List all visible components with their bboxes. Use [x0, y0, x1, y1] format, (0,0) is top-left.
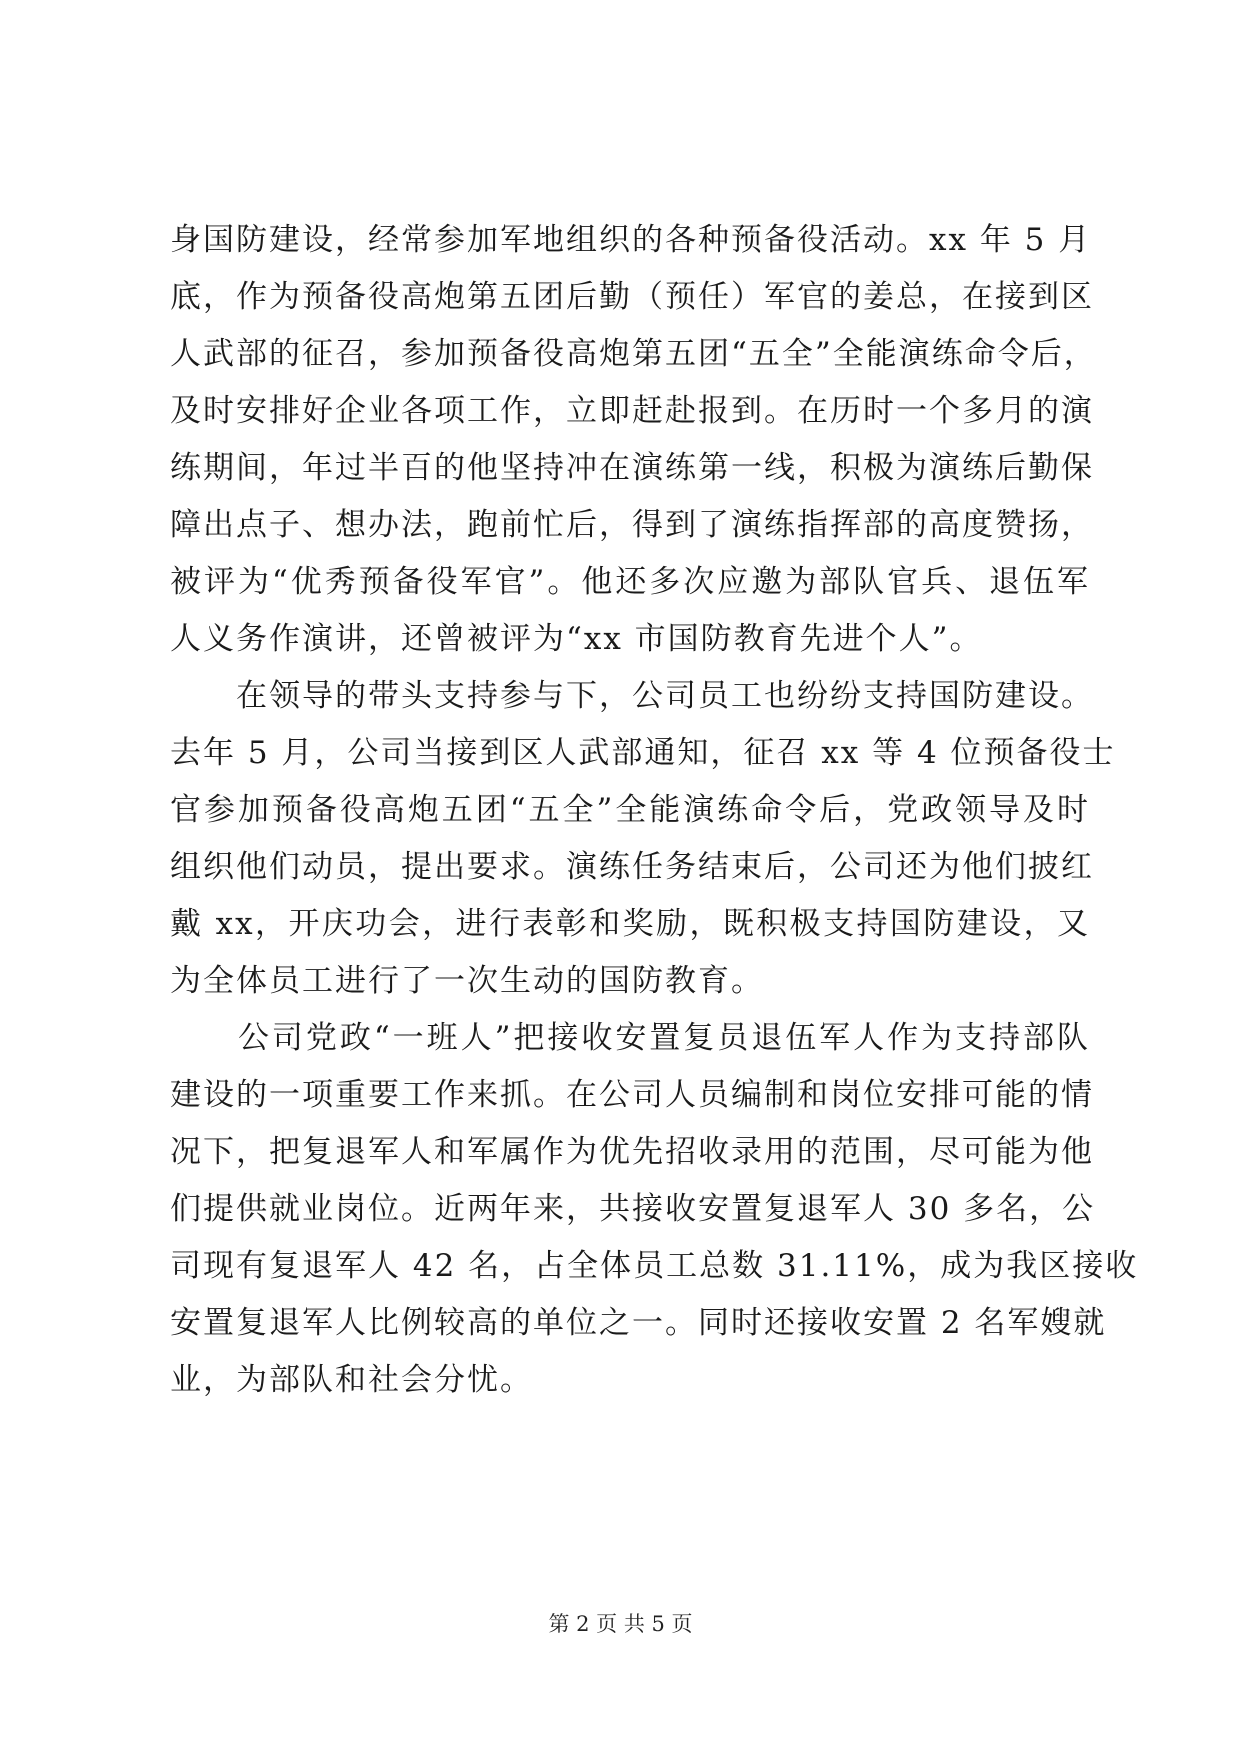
- body-text-line: 人武部的征召，参加预备役高炮第五团“五全”全能演练命令后，: [170, 336, 1097, 372]
- body-text-line: 及时安排好企业各项工作，立即赶赴报到。在历时一个多月的演: [170, 393, 1094, 429]
- body-text-line: 障出点子、想办法，跑前忙后，得到了演练指挥部的高度赞扬，: [170, 507, 1094, 543]
- body-text-line: 戴 xx，开庆功会，进行表彰和奖励，既积极支持国防建设，又: [170, 906, 1090, 942]
- body-text-line: 况下，把复退军人和军属作为优先招收录用的范围，尽可能为他: [170, 1134, 1094, 1170]
- body-text-line: 公司党政“一班人”把接收安置复员退伍军人作为支持部队: [170, 1020, 1090, 1056]
- body-text-line: 业，为部队和社会分忧。: [170, 1362, 533, 1398]
- body-text-line: 司现有复退军人 42 名，占全体员工总数 31.11%，成为我区接收: [170, 1248, 1139, 1284]
- body-text-line: 去年 5 月，公司当接到区人武部通知，征召 xx 等 4 位预备役士: [170, 735, 1116, 771]
- body-text-line: 练期间，年过半百的他坚持冲在演练第一线，积极为演练后勤保: [170, 450, 1094, 486]
- body-text-line: 安置复退军人比例较高的单位之一。同时还接收安置 2 名军嫂就: [170, 1305, 1107, 1341]
- body-text-line: 被评为“优秀预备役军官”。他还多次应邀为部队官兵、退伍军: [170, 564, 1090, 600]
- body-text-line: 官参加预备役高炮五团“五全”全能演练命令后，党政领导及时: [170, 792, 1090, 828]
- body-text-line: 组织他们动员，提出要求。演练任务结束后，公司还为他们披红: [170, 849, 1094, 885]
- body-text-line: 在领导的带头支持参与下，公司员工也纷纷支持国防建设。: [170, 678, 1094, 714]
- body-text-line: 建设的一项重要工作来抓。在公司人员编制和岗位安排可能的情: [170, 1077, 1094, 1113]
- body-text-line: 人义务作演讲，还曾被评为“xx 市国防教育先进个人”。: [170, 621, 983, 657]
- body-text-line: 身国防建设，经常参加军地组织的各种预备役活动。xx 年 5 月: [170, 222, 1092, 258]
- body-text-line: 为全体员工进行了一次生动的国防教育。: [170, 963, 764, 999]
- body-text-line: 底，作为预备役高炮第五团后勤（预任）军官的姜总，在接到区: [170, 279, 1094, 315]
- page-number-footer: 第 2 页 共 5 页: [548, 1612, 693, 1636]
- body-text-line: 们提供就业岗位。近两年来，共接收安置复退军人 30 多名，公: [170, 1191, 1096, 1227]
